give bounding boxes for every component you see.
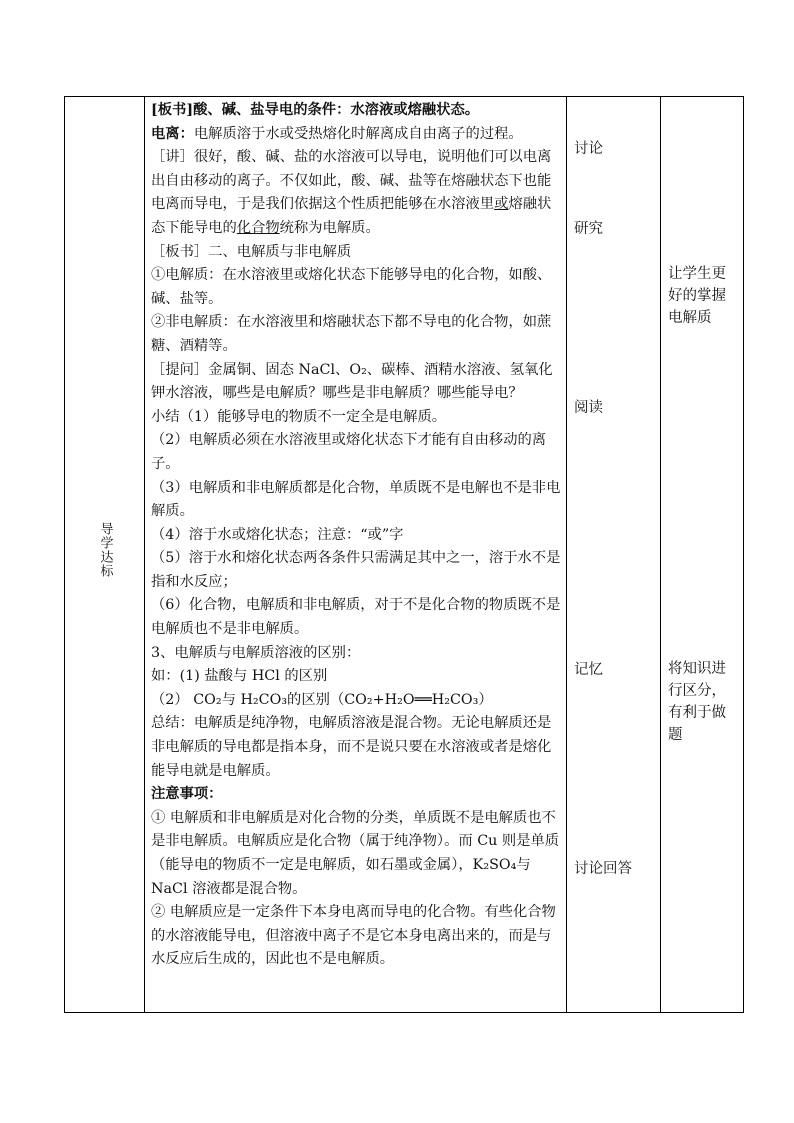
example-1: 如：(1) 盐酸与 HCl 的区别	[151, 668, 328, 685]
ionization-definition	[151, 123, 562, 147]
content-cell	[145, 97, 567, 1013]
summary-item-1: 小结（1）能够导电的物质不一定全是电解质。	[151, 408, 447, 425]
purpose-note-2: 将知识进行区分，有利于做题	[668, 661, 726, 743]
lesson-plan-table	[64, 96, 744, 1013]
summary-item-2: （2）电解质必须在水溶液里或熔化状态下才能有自由移动的离子。	[151, 432, 547, 472]
lesson-content	[145, 97, 566, 972]
summary-item-3: （3）电解质和非电解质都是化合物，单质既不是电解也不是非电解质。	[151, 479, 561, 520]
notes-heading: 注意事项：	[151, 786, 223, 803]
example-2: （2） CO₂与 H₂CO₃的区别（CO₂+H₂O══H₂CO₃）	[151, 691, 493, 708]
lecture-paragraph	[151, 146, 562, 240]
note-item-2: ② 电解质应是一定条件下本身电离而导电的化合物。有些化合物的水溶液能导电，但溶液中离子不是它本身电离出来的，而是与水反应后生成的，因此也不是电解质。	[151, 904, 556, 968]
activity-research: 研究	[574, 221, 603, 237]
table-row	[65, 97, 744, 1013]
stage-label: 导学达标	[97, 522, 113, 578]
conclusion-paragraph: 总结：电解质是纯净物，电解质溶液是混合物。无论电解质还是非电解质的导电都是指本身，而不是说只要在水溶液或者是熔化能导电就是电解质。	[151, 715, 552, 779]
stage-cell	[65, 97, 145, 1013]
lecture-text-3: 统称为电解质。	[279, 219, 380, 236]
activity-discuss-answer: 讨论回答	[574, 861, 632, 877]
board-subheading: ［板书］二、电解质与非电解质	[151, 243, 352, 260]
lecture-text-2: 熔融状态下能导电的	[151, 196, 552, 236]
board-heading: [板书]酸、碱、盐导电的条件：水溶液或熔融状态。	[151, 102, 480, 118]
activity-cell	[567, 97, 661, 1013]
electrolyte-definition: ①电解质：在水溶液里或熔化状态下能够导电的化合物，如酸、碱、盐等。	[151, 267, 552, 307]
purpose-cell	[661, 97, 744, 1013]
summary-item-4: （4）溶于水或熔化状态；注意：“或”字	[151, 526, 404, 543]
summary-item-5: （5）溶于水和熔化状态两各条件只需满足其中之一，溶于水不是指和水反应；	[151, 550, 561, 590]
activity-memorize: 记忆	[574, 662, 603, 678]
question-paragraph: ［提问］金属铜、固态 NaCl、O₂、碳棒、酒精水溶液、氢氧化钾水溶液，哪些是电解质？哪些是非电解质？哪些能导电？	[151, 361, 553, 402]
summary-item-6: （6）化合物，电解质和非电解质，对于不是化合物的物质既不是电解质也不是非电解质。	[151, 597, 561, 638]
purpose-note-1: 让学生更好的掌握电解质	[668, 266, 726, 326]
underlined-compound: 化合物	[236, 219, 280, 236]
underlined-or: 或	[494, 196, 509, 213]
term-label: 电离：	[151, 125, 194, 142]
section-3-heading: 3、电解质与电解质溶液的区别：	[151, 644, 361, 661]
nonelectrolyte-definition: ②非电解质：在水溶液里和熔融状态下都不导电的化合物，如蔗糖、酒精等。	[151, 314, 552, 354]
lecture-text: ［讲］很好，酸、碱、盐的水溶液可以导电，说明他们可以电离出自由移动的离子。不仅如此，酸、碱、盐等在熔融状态下也能电离而导电，于是我们依据这个性质把能够在水溶液里	[151, 149, 552, 213]
term-text: 电解质溶于水或受热熔化时解离成自由离子的过程。	[193, 125, 523, 142]
activity-discuss: 讨论	[574, 141, 603, 157]
activity-read: 阅读	[574, 400, 603, 416]
note-item-1: ① 电解质和非电解质是对化合物的分类，单质既不是电解质也不是非电解质。电解质应是化合物（属于纯净物）。而 Cu 则是单质（能导电的物质不一定是电解质，如石墨或金属），K₂SO₄与 NaCl 溶液都是混合物。	[151, 809, 560, 897]
